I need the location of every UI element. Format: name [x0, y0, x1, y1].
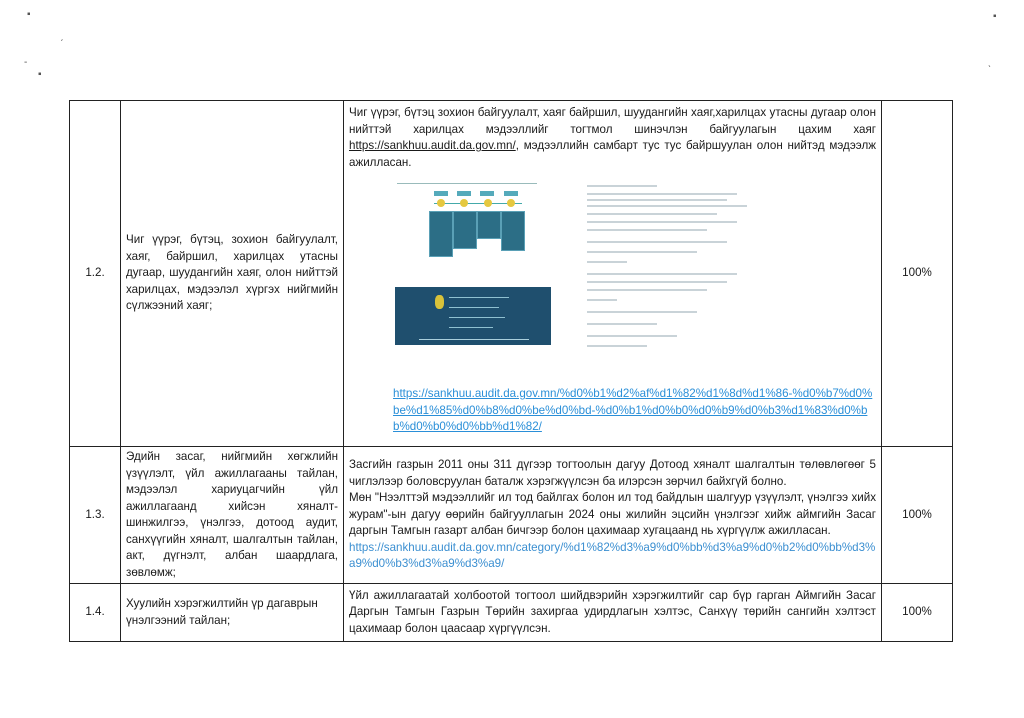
description-paragraph: Мөн "Нээлттэй мэдээллийг ил тод байлгах болон ил тод байдлын шалгуур үзүүлэлт, үнэлгээ хийх журам"-ын дагуу өөрийн байгууллагын 2024 оны жилийн эцсийн үнэлгээг хийж аймгийн Засаг даргын Тамгын газарт албан бичгээр болон цахимаар хугацаанд нь хүргүүлж ажилласан.: [349, 491, 876, 538]
link-block: [349, 386, 876, 436]
row-number: 1.2.: [70, 101, 121, 447]
category-link[interactable]: https://sankhuu.audit.da.gov.mn/category/%d1%82%d3%a9%d0%bb%d3%a9%d0%b2%d0%bb%d3%a9%d0%b3%d3%a9%d3%a9/: [349, 540, 876, 571]
row-title: Хуулийн хэрэгжилтийн үр дагаврын үнэлгээний тайлан;: [121, 584, 344, 642]
description-text: Чиг үүрэг, бүтэц зохион байгуулалт, хаяг байршил, шуудангийн хаяг,харилцах утасны дугаар олон нийттэй харилцах мэдээллийг тогтмол шинэчлэн байгуулагын цахим хаяг: [349, 106, 876, 136]
row-description: Үйл ажиллагаатай холбоотой тогтоол шийдвэрийн хэрэгжилтийг сар бүр гарган Аймгийн Засаг Даргын Тамгын Газрын Төрийн захиргаа удирдлагын хэлтэс, Санхүү төрийн сангийн хэлтэст цахимаар болон цаасаар хүргүүлсэн.: [344, 584, 882, 642]
report-table: [69, 100, 953, 642]
structure-page-link[interactable]: https://sankhuu.audit.da.gov.mn/%d0%b1%d2%af%d1%82%d1%8d%d1%86-%d0%b7%d0%be%d1%85%d0%b8%d0%be%d0%bd-%d0%b1%d0%b0%d0%b9%d0%b3%d1%83%d0%bb%d0%b0%d0%bb%d1%82/: [393, 387, 873, 433]
website-screenshot: [349, 177, 876, 382]
completion-percent: 100%: [882, 447, 953, 584]
scan-mark: ˏ: [60, 31, 64, 42]
row-title: Эдийн засаг, нийгмийн хөгжлийн үзүүлэлт, үйл ажиллагааны тайлан, мэдээлэл хариуцагчийн үйл ажиллагаанд хийсэн хяналт-шинжилгээ, үнэлгээ, дотоод аудит, санхүүгийн хяналт, шалгалтын тайлан, акт, дүгнэлт, албан шаардлага, зөвлөмж;: [121, 447, 344, 584]
site-link[interactable]: https://sankhuu.audit.da.gov.mn/: [349, 139, 516, 152]
row-number: 1.3.: [70, 447, 121, 584]
description-paragraph: Засгийн газрын 2011 оны 311 дүгээр тогтоолын дагуу Дотоод хяналт шалгалтын төлөвлөгөөг 5 чиглэлээр боловсруулан баталж хэрэгжүүлсэн ба илэрсэн зөрчил байхгүй болно.: [349, 458, 876, 488]
row-title: Чиг үүрэг, бүтэц, зохион байгуулалт, хаяг, байршил, харилцах утасны дугаар, шуудангийн хаяг, олон нийттэй харилцах, мэдээлэл хүргэх нийгмийн сүлжээний хаяг;: [121, 101, 344, 447]
table-row: [70, 584, 953, 642]
row-description: [344, 101, 882, 447]
row-description: [344, 447, 882, 584]
scan-mark: ˎ: [988, 57, 992, 68]
scan-mark: -: [24, 57, 28, 68]
scan-mark: ▪: [27, 9, 31, 20]
scan-mark: ▪: [38, 69, 42, 80]
completion-percent: 100%: [882, 584, 953, 642]
table-row: [70, 101, 953, 447]
scan-mark: ▪: [993, 11, 997, 22]
description-text-end: , мэдээллийн самбарт тус тус байршуулан олон нийтэд мэдээлж ажилласан.: [349, 139, 876, 169]
row-number: 1.4.: [70, 584, 121, 642]
completion-percent: 100%: [882, 101, 953, 447]
table-row: [70, 447, 953, 584]
